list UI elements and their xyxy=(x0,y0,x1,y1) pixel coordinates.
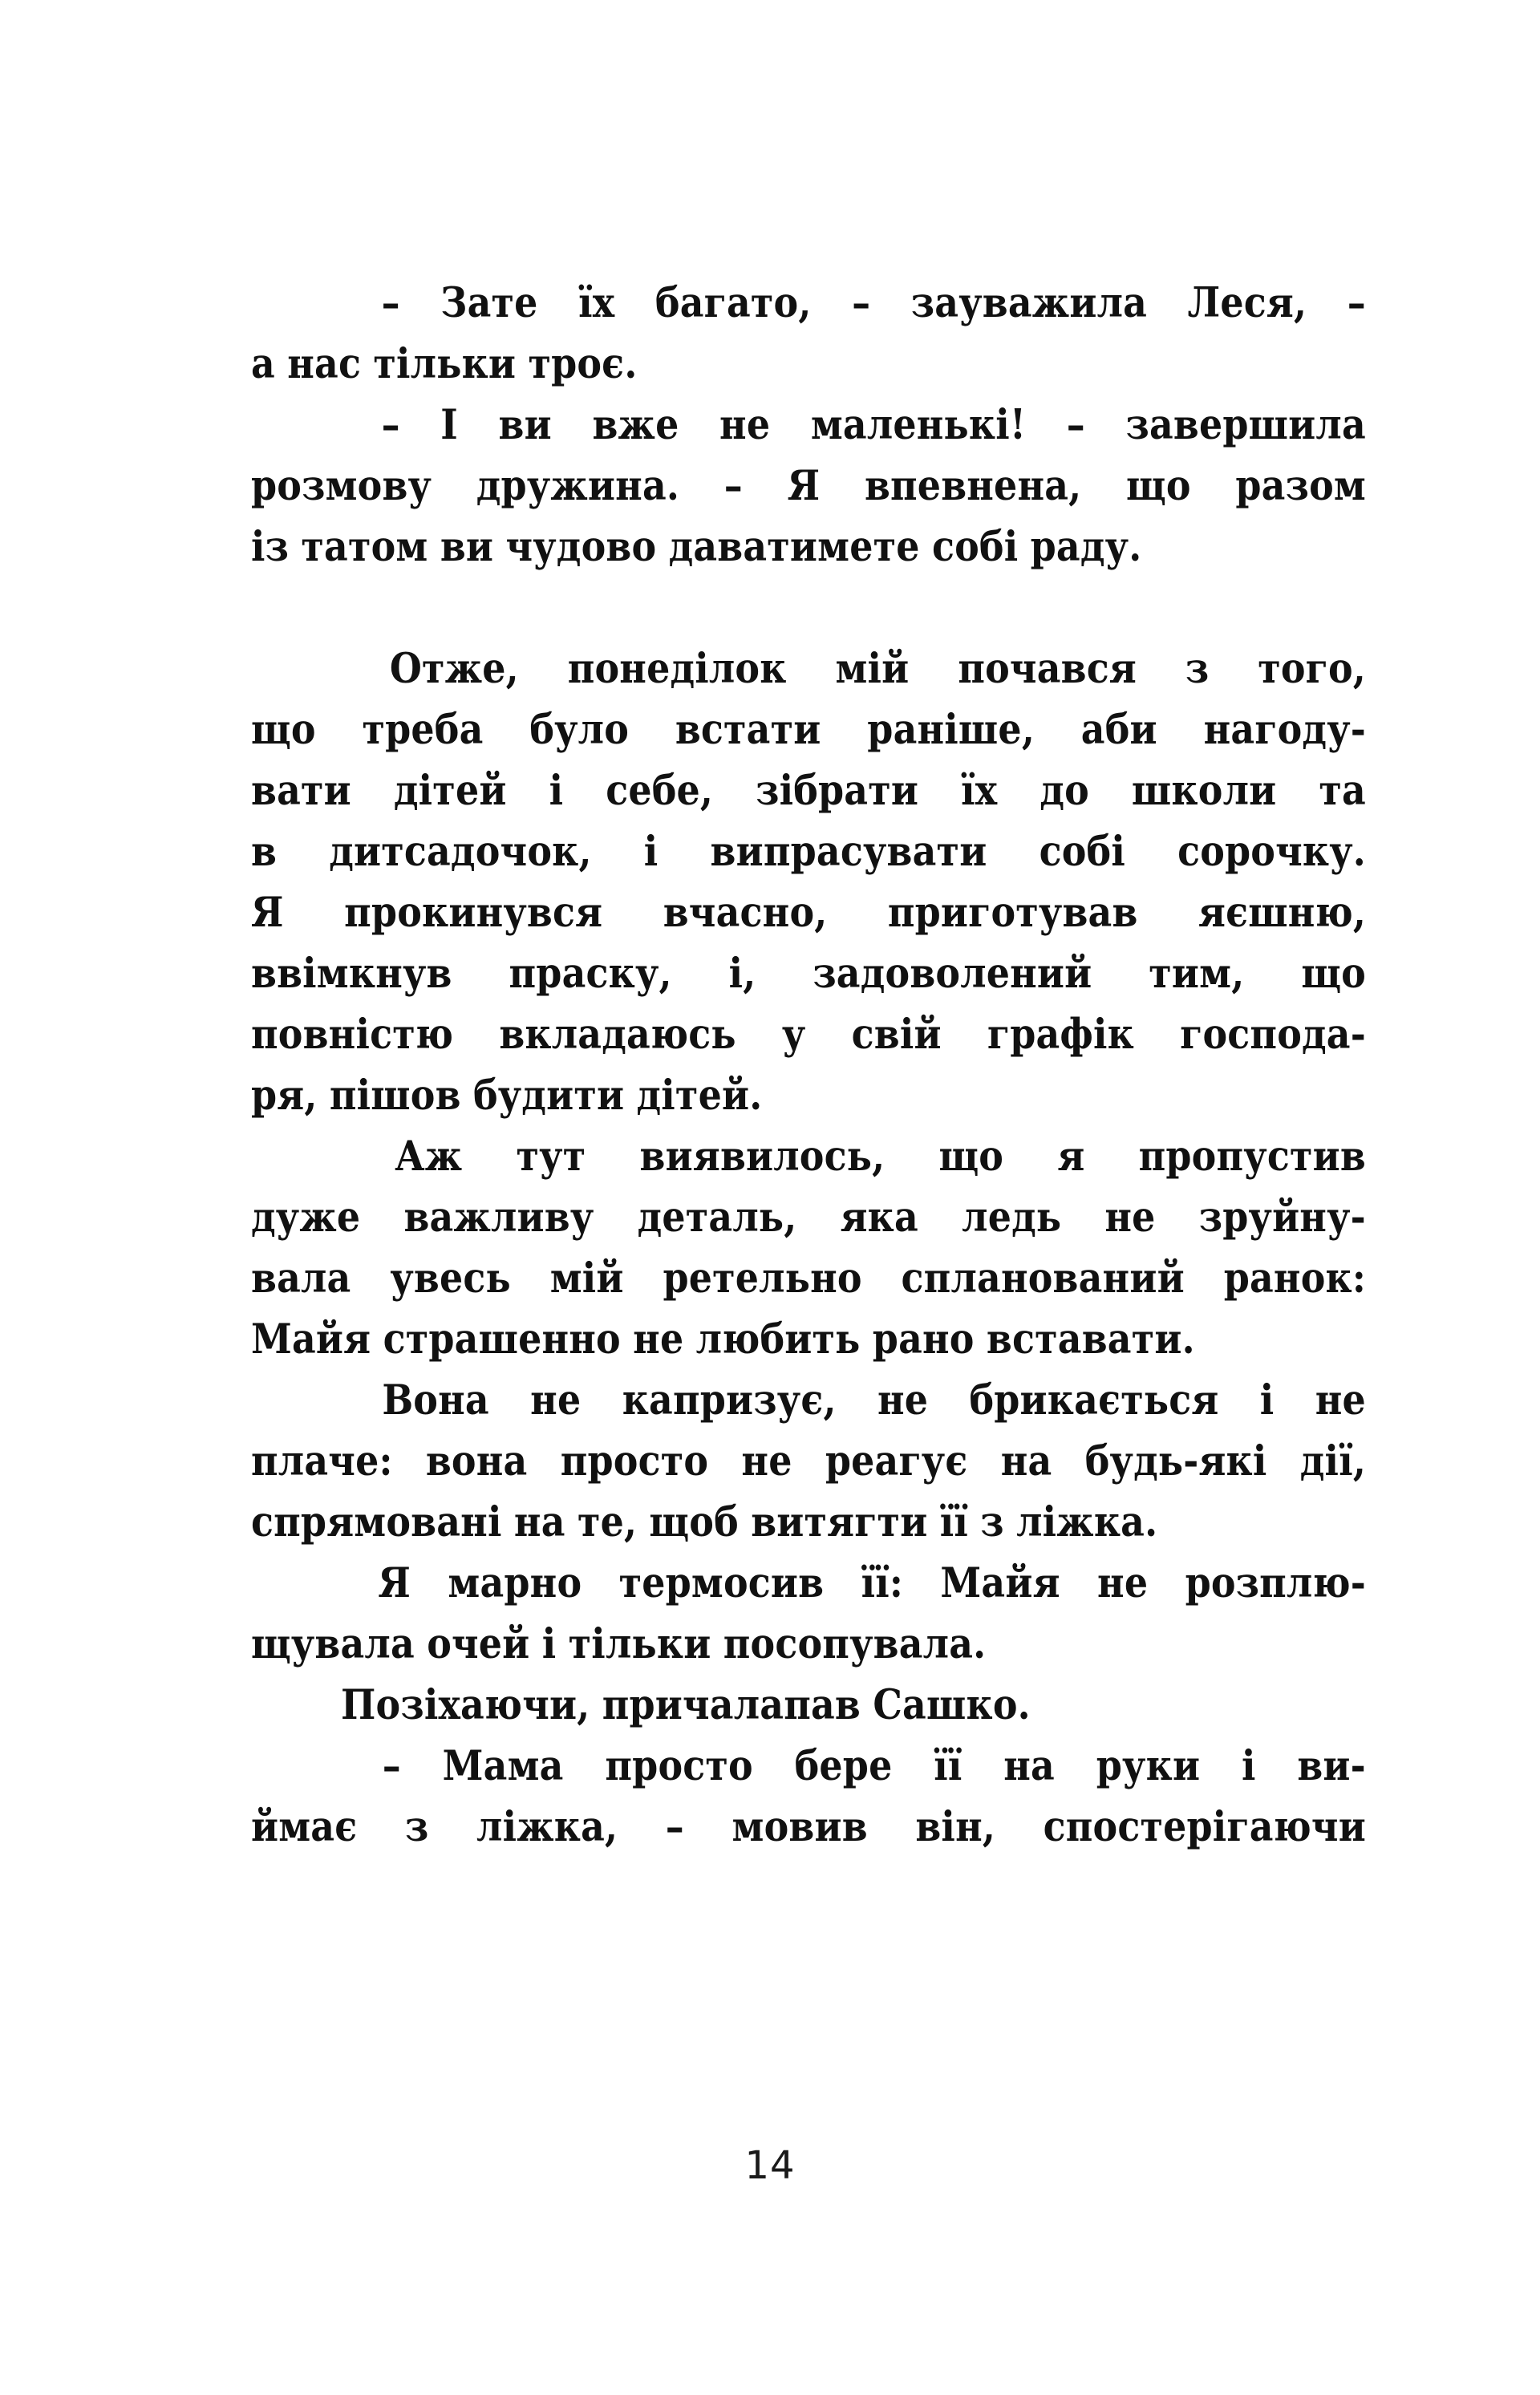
word: вчасно, xyxy=(663,889,828,937)
word: мій xyxy=(835,645,910,693)
word: ліжка, xyxy=(476,1803,618,1851)
word: вала xyxy=(251,1254,351,1303)
word: даватимете xyxy=(668,523,920,571)
paragraph xyxy=(251,401,1366,584)
paragraph xyxy=(251,1376,1366,1559)
word: вже xyxy=(592,401,679,449)
word: Леся, xyxy=(1187,279,1307,327)
word: І xyxy=(440,401,458,449)
text-line xyxy=(251,1133,1366,1193)
word: і xyxy=(541,1620,557,1668)
word: Мама xyxy=(442,1742,564,1790)
word: татом xyxy=(301,523,428,571)
word: зруйну- xyxy=(1198,1193,1366,1242)
word: ввімкнув xyxy=(251,950,452,998)
word: деталь, xyxy=(637,1193,797,1242)
word: страшенно xyxy=(383,1315,621,1364)
word: Я xyxy=(251,889,284,937)
word: раду. xyxy=(1030,523,1142,571)
word: – xyxy=(381,401,400,449)
word: просто xyxy=(605,1742,753,1790)
text-line xyxy=(251,1742,1366,1803)
word: ви xyxy=(440,523,494,571)
word: ретельно xyxy=(663,1254,862,1303)
text-line xyxy=(251,1437,1366,1498)
word: тим, xyxy=(1149,950,1245,998)
text-line xyxy=(251,401,1366,462)
word: прокинувся xyxy=(344,889,603,937)
word: маленькі! xyxy=(810,401,1027,449)
word: просто xyxy=(560,1437,709,1485)
word: аби xyxy=(1080,706,1157,754)
word: руки xyxy=(1096,1742,1201,1790)
word: плаче: xyxy=(251,1437,393,1485)
word: щувала xyxy=(251,1620,415,1668)
text-line xyxy=(251,645,1366,706)
word: розплю- xyxy=(1185,1559,1366,1607)
word: впевнена, xyxy=(864,462,1082,510)
word: вкладаюсь xyxy=(499,1011,736,1059)
word: капризує, xyxy=(622,1376,837,1424)
word: в xyxy=(251,828,278,876)
word: – xyxy=(852,279,871,327)
word: ледь xyxy=(962,1193,1062,1242)
word: розмову xyxy=(251,462,432,510)
word: нас xyxy=(287,340,362,388)
text-line xyxy=(251,706,1366,767)
word: я xyxy=(1057,1133,1085,1181)
word: Майя xyxy=(940,1559,1060,1607)
word: сорочку. xyxy=(1177,828,1366,876)
word: що xyxy=(938,1133,1004,1181)
word: троє. xyxy=(528,340,638,388)
word: рано xyxy=(872,1315,975,1364)
word: графік xyxy=(987,1011,1134,1059)
text-line xyxy=(251,1620,1366,1681)
word: а xyxy=(251,340,275,388)
word: Аж xyxy=(395,1133,463,1181)
text-line xyxy=(251,1193,1366,1254)
word: тут xyxy=(516,1133,586,1181)
text-line xyxy=(251,340,1366,401)
word: – xyxy=(723,462,743,510)
word: тільки xyxy=(373,340,517,388)
word: Майя xyxy=(251,1315,371,1364)
text-line xyxy=(251,1803,1366,1864)
word: Позіхаючи, xyxy=(341,1681,590,1729)
word: щоб xyxy=(649,1498,739,1546)
word: та xyxy=(1319,767,1366,815)
word: господа- xyxy=(1180,1011,1366,1059)
word: те, xyxy=(577,1498,638,1546)
word: – xyxy=(665,1803,684,1851)
word: вона xyxy=(425,1437,528,1485)
word: свій xyxy=(851,1011,942,1059)
word: очей xyxy=(427,1620,530,1668)
word: на xyxy=(1000,1437,1052,1485)
word: пішов xyxy=(329,1072,461,1120)
text-line xyxy=(251,828,1366,889)
word: не xyxy=(530,1376,582,1424)
word: на xyxy=(513,1498,565,1546)
paragraph xyxy=(251,1559,1366,1681)
word: мовив xyxy=(732,1803,868,1851)
word: ви xyxy=(498,401,552,449)
word: і, xyxy=(728,950,756,998)
text-line xyxy=(251,1315,1366,1376)
word: зауважила xyxy=(910,279,1148,327)
word: до xyxy=(1040,767,1089,815)
paragraph xyxy=(251,1742,1366,1864)
word: яєшню, xyxy=(1198,889,1366,937)
word: вставати. xyxy=(986,1315,1195,1364)
word: що xyxy=(1126,462,1191,510)
word: її xyxy=(934,1742,962,1790)
word: у xyxy=(781,1011,806,1059)
word: вати xyxy=(251,767,351,815)
word: посопувала. xyxy=(723,1620,987,1668)
word: Вона xyxy=(382,1376,489,1424)
word: ря, xyxy=(251,1072,318,1120)
word: того, xyxy=(1258,645,1366,693)
text-line xyxy=(251,1498,1366,1559)
body-text-column xyxy=(251,279,1366,1864)
word: з xyxy=(980,1498,1004,1546)
word: брикається xyxy=(969,1376,1219,1424)
word: не xyxy=(741,1437,792,1485)
word: понеділок xyxy=(567,645,787,693)
word: було xyxy=(529,706,630,754)
text-line xyxy=(251,1072,1366,1133)
word: любить xyxy=(695,1315,861,1364)
word: витягти xyxy=(751,1498,928,1546)
word: їх xyxy=(961,767,998,815)
word: її: xyxy=(861,1559,904,1607)
word: дитсадочок, xyxy=(329,828,592,876)
word: бере xyxy=(794,1742,893,1790)
word: – xyxy=(1066,401,1085,449)
word: тільки xyxy=(568,1620,711,1668)
word: ймає xyxy=(251,1803,358,1851)
text-line xyxy=(251,523,1366,584)
word: встати xyxy=(675,706,821,754)
word: мій xyxy=(549,1254,624,1303)
word: Я xyxy=(378,1559,411,1607)
word: Зате xyxy=(440,279,538,327)
word: собі xyxy=(931,523,1019,571)
word: треба xyxy=(362,706,484,754)
word: на xyxy=(1003,1742,1055,1790)
word: її xyxy=(939,1498,968,1546)
word: не xyxy=(719,401,771,449)
word: разом xyxy=(1235,462,1366,510)
word: не xyxy=(877,1376,929,1424)
word: школи xyxy=(1131,767,1277,815)
word: спостерігаючи xyxy=(1043,1803,1366,1851)
paragraph xyxy=(251,645,1366,1133)
word: ліжка. xyxy=(1016,1498,1158,1546)
paragraph xyxy=(251,279,1366,401)
word: дії, xyxy=(1299,1437,1366,1485)
word: що xyxy=(251,706,316,754)
paragraph xyxy=(251,1133,1366,1376)
word: приготував xyxy=(887,889,1138,937)
word: увесь xyxy=(390,1254,511,1303)
text-line xyxy=(251,462,1366,523)
word: не xyxy=(1097,1559,1149,1607)
word: спланований xyxy=(901,1254,1185,1303)
text-line xyxy=(251,279,1366,340)
word: яка xyxy=(840,1193,918,1242)
word: себе, xyxy=(606,767,714,815)
text-line xyxy=(251,1254,1366,1315)
word: не xyxy=(1104,1193,1156,1242)
word: повністю xyxy=(251,1011,454,1059)
word: – xyxy=(381,279,400,327)
text-line xyxy=(251,1681,1366,1742)
word: дуже xyxy=(251,1193,361,1242)
text-line xyxy=(251,1376,1366,1437)
word: і xyxy=(549,767,564,815)
word: завершила xyxy=(1125,401,1366,449)
word: – xyxy=(1347,279,1366,327)
word: їх xyxy=(578,279,615,327)
word: спрямовані xyxy=(251,1498,502,1546)
word: випрасувати xyxy=(710,828,987,876)
word: нагоду- xyxy=(1203,706,1366,754)
word: не xyxy=(633,1315,684,1364)
word: Сашко. xyxy=(873,1681,1031,1729)
word: задоволений xyxy=(813,950,1092,998)
word: не xyxy=(1315,1376,1366,1424)
text-line xyxy=(251,889,1366,950)
word: чудово xyxy=(505,523,657,571)
word: і xyxy=(1241,1742,1256,1790)
word: з xyxy=(1185,645,1210,693)
word: почався xyxy=(958,645,1137,693)
word: реагує xyxy=(825,1437,968,1485)
word: виявилось, xyxy=(639,1133,886,1181)
page-number: 14 xyxy=(744,2143,796,2188)
word: праску, xyxy=(509,950,672,998)
word: ви- xyxy=(1297,1742,1366,1790)
text-line xyxy=(251,1559,1366,1620)
word: із xyxy=(251,523,290,571)
word: важливу xyxy=(403,1193,594,1242)
text-line xyxy=(251,950,1366,1011)
word: собі xyxy=(1039,828,1125,876)
word: термосив xyxy=(618,1559,825,1607)
word: Я xyxy=(787,462,821,510)
text-line xyxy=(251,1011,1366,1072)
word: зібрати xyxy=(756,767,919,815)
paragraph xyxy=(251,1681,1366,1742)
word: марно xyxy=(448,1559,582,1607)
word: будити xyxy=(472,1072,625,1120)
word: будь-які xyxy=(1084,1437,1267,1485)
word: причалапав xyxy=(602,1681,861,1729)
word: і xyxy=(643,828,659,876)
word: багато, xyxy=(654,279,812,327)
word: з xyxy=(404,1803,429,1851)
word: він, xyxy=(915,1803,996,1851)
word: пропустив xyxy=(1138,1133,1366,1181)
word: раніше, xyxy=(867,706,1035,754)
word: ранок: xyxy=(1223,1254,1366,1303)
word: і xyxy=(1259,1376,1275,1424)
word: дружина. xyxy=(476,462,680,510)
word: дітей xyxy=(393,767,507,815)
word: що xyxy=(1301,950,1366,998)
text-line xyxy=(251,767,1366,828)
word: – xyxy=(382,1742,401,1790)
word: Отже, xyxy=(389,645,519,693)
word: дітей. xyxy=(636,1072,763,1120)
